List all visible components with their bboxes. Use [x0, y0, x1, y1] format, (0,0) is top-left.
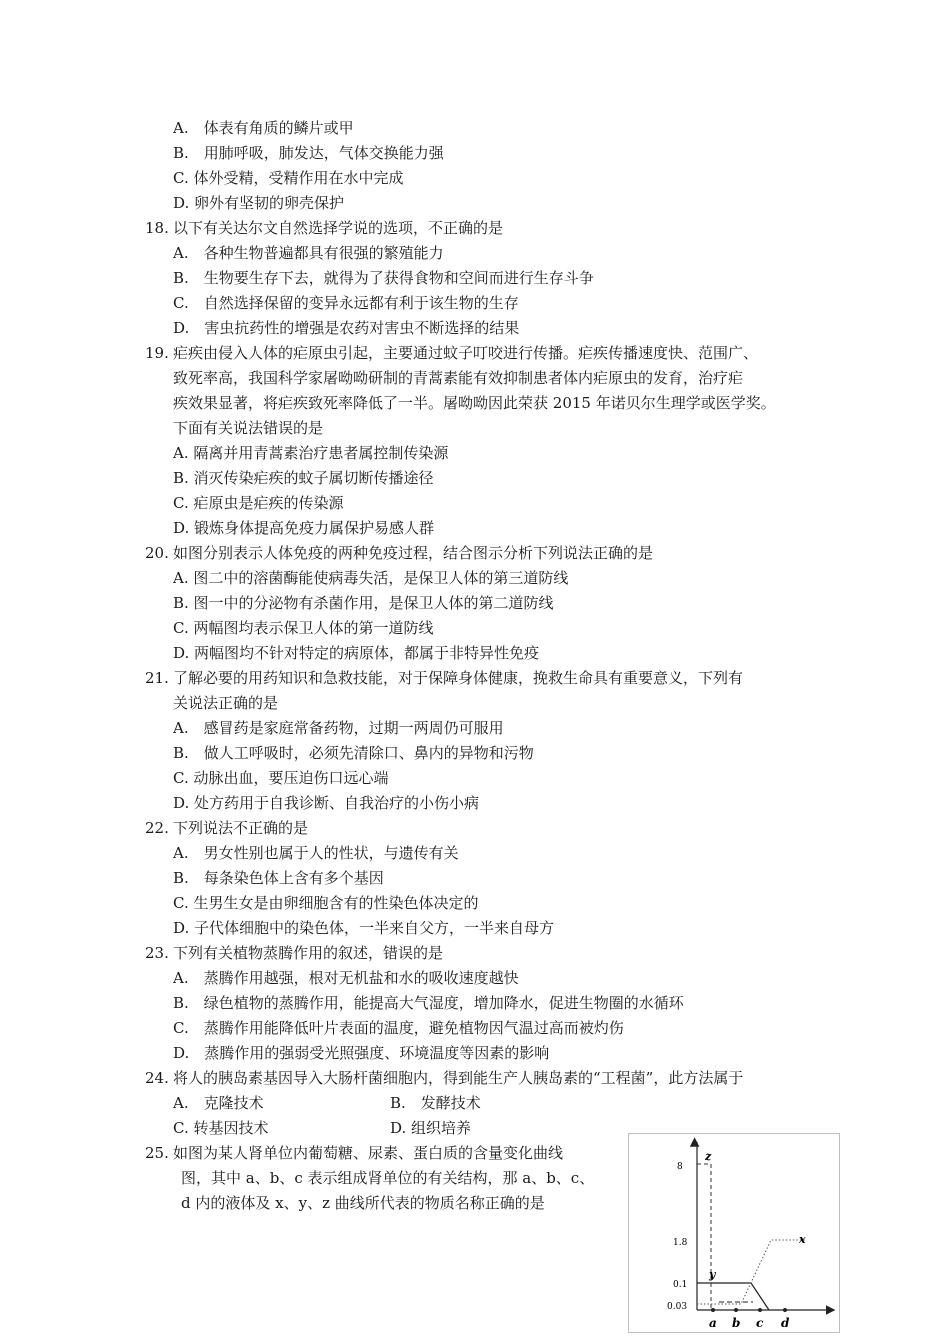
q18-option-c: C. 自然选择保留的变异永远都有利于该生物的生存: [173, 294, 519, 312]
kidney-curve-figure: [628, 1133, 840, 1333]
x-tick-label: a: [709, 1316, 717, 1330]
q19-option-b: B. 消灭传染疟疾的蚊子属切断传播途径: [173, 469, 434, 487]
question-24: [145, 1067, 743, 1089]
y-tick-label: 0.03: [667, 1302, 688, 1312]
kidney-curve-graph: [629, 1134, 839, 1332]
question-stem: 下列有关植物蒸腾作用的叙述，错误的是: [173, 944, 444, 962]
q18-option-b: B. 生物要生存下去，就得为了获得食物和空间而进行生存斗争: [173, 269, 594, 287]
x-tick: [734, 1308, 738, 1312]
x-tick-label: b: [732, 1316, 741, 1330]
question-stem-line: 疟疾由侵入人体的疟原虫引起，主要通过蚊子叮咬进行传播。疟疾传播速度快、范围广、: [173, 344, 759, 362]
curve-z: [697, 1164, 711, 1310]
question-stem-line: 如图为某人肾单位内葡萄糖、尿素、蛋白质的含量变化曲线: [173, 1144, 564, 1162]
question-number: 19.: [145, 344, 169, 362]
curve-label-x: x: [799, 1233, 806, 1246]
question-number: 21.: [145, 669, 169, 687]
q24-option-b: B. 发酵技术: [390, 1094, 481, 1112]
q22-option-c: C. 生男生女是由卵细胞含有的性染色体决定的: [173, 894, 479, 912]
question-number: 25.: [145, 1144, 169, 1162]
q22-option-d: D. 子代体细胞中的染色体，一半来自父方，一半来自母方: [173, 919, 555, 937]
question-number: 22.: [145, 819, 169, 837]
question-number: 18.: [145, 219, 169, 237]
q17-option-a: A. 体表有角质的鳞片或甲: [173, 119, 354, 137]
q20-option-c: C. 两幅图均表示保卫人体的第一道防线: [173, 619, 434, 637]
q18-option-a: A. 各种生物普遍都具有很强的繁殖能力: [173, 244, 444, 262]
curve-label-z: z: [705, 1150, 712, 1163]
question-number: 24.: [145, 1069, 169, 1087]
question-stem: 将人的胰岛素基因导入大肠杆菌细胞内，得到能生产人胰岛素的“工程菌”，此方法属于: [173, 1069, 744, 1087]
q23-option-b: B. 绿色植物的蒸腾作用，能提高大气湿度，增加降水，促进生物圈的水循环: [173, 994, 684, 1012]
q20-option-b: B. 图一中的分泌物有杀菌作用，是保卫人体的第二道防线: [173, 594, 554, 612]
question-stem-line: 了解必要的用药知识和急救技能，对于保障身体健康，挽救生命具有重要意义，下列有: [173, 669, 744, 687]
q24-option-a: A. 克隆技术: [173, 1094, 264, 1112]
question-19: [145, 342, 758, 364]
x-tick: [758, 1308, 762, 1312]
question-number: 23.: [145, 944, 169, 962]
y-tick-label: 0.1: [673, 1280, 688, 1290]
x-tick-label: c: [756, 1316, 764, 1330]
q23-option-a: A. 蒸腾作用越强，根对无机盐和水的吸收速度越快: [173, 969, 519, 987]
question-20: [145, 542, 653, 564]
question-stem: 下列说法不正确的是: [173, 819, 309, 837]
curve-y: [697, 1283, 769, 1310]
x-tick: [711, 1308, 715, 1312]
q19-option-c: C. 疟原虫是疟疾的传染源: [173, 494, 344, 512]
q21-option-c: C. 动脉出血，要压迫伤口远心端: [173, 769, 389, 787]
q17-option-d: D. 卵外有坚韧的卵壳保护: [173, 194, 345, 212]
question-stem-line: 疾效果显著，将疟疾致死率降低了一半。屠呦呦因此荣获 2015 年诺贝尔生理学或医学奖。: [173, 394, 776, 412]
question-stem: 以下有关达尔文自然选择学说的选项，不正确的是: [173, 219, 504, 237]
q23-option-d: D. 蒸腾作用的强弱受光照强度、环境温度等因素的影响: [173, 1044, 550, 1062]
q17-option-b: B. 用肺呼吸，肺发达，气体交换能力强: [173, 144, 444, 162]
question-18: [145, 217, 503, 239]
question-stem-line: 图，其中 a、b、c 表示组成肾单位的有关结构，那 a、b、c、: [181, 1169, 595, 1187]
question-number: 20.: [145, 544, 169, 562]
q23-option-c: C. 蒸腾作用能降低叶片表面的温度，避免植物因气温过高而被灼伤: [173, 1019, 624, 1037]
q20-option-d: D. 两幅图均不针对特定的病原体，都属于非特异性免疫: [173, 644, 540, 662]
q21-option-b: B. 做人工呼吸时，必须先清除口、鼻内的异物和污物: [173, 744, 534, 762]
question-23: [145, 942, 443, 964]
question-stem: 如图分别表示人体免疫的两种免疫过程，结合图示分析下列说法正确的是: [173, 544, 654, 562]
q17-option-c: C. 体外受精，受精作用在水中完成: [173, 169, 404, 187]
q19-option-d: D. 锻炼身体提高免疫力属保护易感人群: [173, 519, 435, 537]
q21-option-a: A. 感冒药是家庭常备药物，过期一两周仍可服用: [173, 719, 504, 737]
x-tick-label: d: [781, 1316, 790, 1330]
x-tick: [783, 1308, 787, 1312]
q20-option-a: A. 图二中的溶菌酶能使病毒失活，是保卫人体的第三道防线: [173, 569, 569, 587]
question-stem-line: 下面有关说法错误的是: [173, 419, 324, 437]
q22-option-a: A. 男女性别也属于人的性状，与遗传有关: [173, 844, 459, 862]
question-22: [145, 817, 308, 839]
question-21: [145, 667, 743, 689]
y-tick-label: 1.8: [673, 1238, 688, 1248]
question-stem-line: d 内的液体及 x、y、z 曲线所代表的物质名称正确的是: [181, 1194, 545, 1212]
q19-option-a: A. 隔离并用青蒿素治疗患者属控制传染源: [173, 444, 449, 462]
question-stem-line: 致死率高，我国科学家屠呦呦研制的青蒿素能有效抑制患者体内疟原虫的发育，治疗疟: [173, 369, 744, 387]
q24-option-c: C. 转基因技术: [173, 1119, 269, 1137]
question-stem-line: 关说法正确的是: [173, 694, 279, 712]
q18-option-d: D. 害虫抗药性的增强是农药对害虫不断选择的结果: [173, 319, 520, 337]
q24-option-d: D. 组织培养: [390, 1119, 472, 1137]
y-tick-label: 8: [677, 1162, 683, 1172]
question-25: [145, 1142, 563, 1164]
q22-option-b: B. 每条染色体上含有多个基因: [173, 869, 384, 887]
curve-label-y: y: [709, 1268, 716, 1281]
q21-option-d: D. 处方药用于自我诊断、自我治疗的小伤小病: [173, 794, 480, 812]
